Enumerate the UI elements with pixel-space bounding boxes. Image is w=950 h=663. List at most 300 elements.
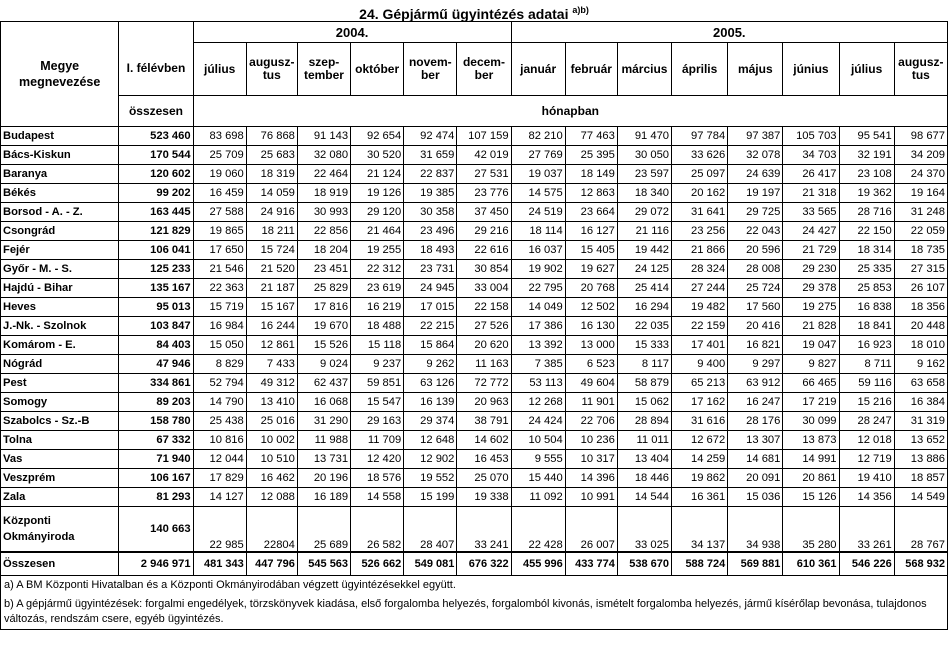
county-name: Szabolcs - Sz.-B xyxy=(1,412,119,431)
monthly-value: 63 912 xyxy=(728,374,783,393)
monthly-value: 15 333 xyxy=(617,336,671,355)
county-name: Bács-Kiskun xyxy=(1,146,119,165)
monthly-value: 29 374 xyxy=(404,412,457,431)
monthly-value: 23 108 xyxy=(839,165,894,184)
monthly-value: 32 191 xyxy=(839,146,894,165)
half-year-total: 523 460 xyxy=(119,127,193,146)
monthly-value: 77 463 xyxy=(565,127,617,146)
table-row xyxy=(1,203,948,222)
month-header-part: tus xyxy=(262,68,281,82)
total-sub-header: összesen xyxy=(119,96,193,127)
monthly-value: 15 126 xyxy=(783,488,839,507)
monthly-value: 20 768 xyxy=(565,279,617,298)
monthly-value: 24 519 xyxy=(511,203,565,222)
month-header xyxy=(457,43,511,96)
monthly-value: 19 865 xyxy=(193,222,246,241)
monthly-value: 10 816 xyxy=(193,431,246,450)
monthly-value: 65 213 xyxy=(672,374,728,393)
monthly-value: 28 716 xyxy=(839,203,894,222)
monthly-value: 13 731 xyxy=(297,450,350,469)
half-year-total: 121 829 xyxy=(119,222,193,241)
monthly-value: 23 619 xyxy=(351,279,404,298)
monthly-value: 15 864 xyxy=(404,336,457,355)
monthly-value: 29 230 xyxy=(783,260,839,279)
monthly-value: 12 719 xyxy=(839,450,894,469)
monthly-value: 17 829 xyxy=(193,469,246,488)
monthly-value: 22 706 xyxy=(565,412,617,431)
monthly-value: 10 002 xyxy=(246,431,297,450)
half-year-total: 334 861 xyxy=(119,374,193,393)
monthly-value: 19 275 xyxy=(783,298,839,317)
monthly-value: 19 037 xyxy=(511,165,565,184)
monthly-value: 30 520 xyxy=(351,146,404,165)
monthly-value: 16 361 xyxy=(672,488,728,507)
table-row xyxy=(1,488,948,507)
monthly-value: 14 681 xyxy=(728,450,783,469)
table-row xyxy=(1,469,948,488)
monthly-value: 34 938 xyxy=(728,507,783,553)
monthly-value: 66 465 xyxy=(783,374,839,393)
monthly-value: 15 440 xyxy=(511,469,565,488)
monthly-value: 29 725 xyxy=(728,203,783,222)
monthly-value: 7 433 xyxy=(246,355,297,374)
monthly-value: 14 575 xyxy=(511,184,565,203)
monthly-value: 25 070 xyxy=(457,469,511,488)
monthly-value: 21 828 xyxy=(783,317,839,336)
half-year-total: 71 940 xyxy=(119,450,193,469)
monthly-value: 83 698 xyxy=(193,127,246,146)
monthly-value: 25 016 xyxy=(246,412,297,431)
table-row xyxy=(1,374,948,393)
title-text: 24. Gépjármű ügyintézés adatai xyxy=(359,6,569,22)
monthly-value: 14 558 xyxy=(351,488,404,507)
monthly-value: 19 552 xyxy=(404,469,457,488)
monthly-value: 28 008 xyxy=(728,260,783,279)
monthly-value: 12 268 xyxy=(511,393,565,412)
month-header-part: ber xyxy=(474,68,494,82)
monthly-value: 63 658 xyxy=(894,374,947,393)
monthly-value: 18 314 xyxy=(839,241,894,260)
monthly-value: 16 453 xyxy=(457,450,511,469)
monthly-value: 18 576 xyxy=(351,469,404,488)
year-2004-header: 2004. xyxy=(193,22,511,43)
monthly-value: 19 255 xyxy=(351,241,404,260)
monthly-value: 12 502 xyxy=(565,298,617,317)
monthly-value: 33 004 xyxy=(457,279,511,298)
county-name: Vas xyxy=(1,450,119,469)
monthly-value: 16 139 xyxy=(404,393,457,412)
monthly-value: 9 237 xyxy=(351,355,404,374)
county-name: Pest xyxy=(1,374,119,393)
half-year-total: 158 780 xyxy=(119,412,193,431)
table-row xyxy=(1,298,948,317)
monthly-value: 92 474 xyxy=(404,127,457,146)
monthly-value: 28 894 xyxy=(617,412,671,431)
monthly-value: 24 125 xyxy=(617,260,671,279)
monthly-value: 22 043 xyxy=(728,222,783,241)
monthly-value: 16 462 xyxy=(246,469,297,488)
monthly-value: 49 604 xyxy=(565,374,617,393)
monthly-value: 28 767 xyxy=(894,507,947,553)
monthly-value: 9 262 xyxy=(404,355,457,374)
monthly-value: 21 124 xyxy=(351,165,404,184)
monthly-value: 546 226 xyxy=(839,552,894,576)
monthly-value: 14 549 xyxy=(894,488,947,507)
monthly-value: 20 448 xyxy=(894,317,947,336)
monthly-value: 21 116 xyxy=(617,222,671,241)
monthly-value: 21 318 xyxy=(783,184,839,203)
monthly-value: 19 862 xyxy=(672,469,728,488)
table-row xyxy=(1,127,948,146)
monthly-value: 18 919 xyxy=(297,184,350,203)
monthly-value: 16 838 xyxy=(839,298,894,317)
monthly-value: 53 113 xyxy=(511,374,565,393)
half-year-total: 84 403 xyxy=(119,336,193,355)
monthly-value: 31 641 xyxy=(672,203,728,222)
monthly-value: 9 400 xyxy=(672,355,728,374)
monthly-value: 13 652 xyxy=(894,431,947,450)
monthly-value: 481 343 xyxy=(193,552,246,576)
title-footnote-mark: a)b) xyxy=(572,5,589,15)
monthly-value: 13 392 xyxy=(511,336,565,355)
monthly-value: 26 007 xyxy=(565,507,617,553)
monthly-value: 82 210 xyxy=(511,127,565,146)
monthly-value: 11 011 xyxy=(617,431,671,450)
month-header: október xyxy=(351,43,404,96)
monthly-value: 19 060 xyxy=(193,165,246,184)
monthly-value: 9 024 xyxy=(297,355,350,374)
monthly-value: 20 196 xyxy=(297,469,350,488)
monthly-value: 13 873 xyxy=(783,431,839,450)
monthly-value: 33 565 xyxy=(783,203,839,222)
monthly-value: 98 677 xyxy=(894,127,947,146)
monthly-value: 7 385 xyxy=(511,355,565,374)
monthly-value: 30 993 xyxy=(297,203,350,222)
monthly-value: 27 531 xyxy=(457,165,511,184)
monthly-value: 22 464 xyxy=(297,165,350,184)
monthly-value: 11 092 xyxy=(511,488,565,507)
monthly-value: 29 163 xyxy=(351,412,404,431)
monthly-value: 568 932 xyxy=(894,552,947,576)
monthly-value: 10 317 xyxy=(565,450,617,469)
monthly-value: 22 985 xyxy=(193,507,246,553)
monthly-value: 17 162 xyxy=(672,393,728,412)
monthly-value: 15 050 xyxy=(193,336,246,355)
monthly-value: 15 547 xyxy=(351,393,404,412)
half-year-total: 106 167 xyxy=(119,469,193,488)
monthly-value: 31 659 xyxy=(404,146,457,165)
monthly-value: 31 319 xyxy=(894,412,947,431)
monthly-value: 24 424 xyxy=(511,412,565,431)
year-2005-header: 2005. xyxy=(511,22,947,43)
monthly-value: 14 790 xyxy=(193,393,246,412)
monthly-value: 16 068 xyxy=(297,393,350,412)
month-header: március xyxy=(617,43,671,96)
table-row xyxy=(1,146,948,165)
monthly-value: 588 724 xyxy=(672,552,728,576)
monthly-value: 105 703 xyxy=(783,127,839,146)
monthly-value: 18 114 xyxy=(511,222,565,241)
monthly-value: 29 120 xyxy=(351,203,404,222)
monthly-value: 28 247 xyxy=(839,412,894,431)
monthly-value: 19 627 xyxy=(565,260,617,279)
table-row xyxy=(1,412,948,431)
month-header xyxy=(894,43,947,96)
monthly-value: 107 159 xyxy=(457,127,511,146)
half-year-total: 135 167 xyxy=(119,279,193,298)
monthly-value: 25 689 xyxy=(297,507,350,553)
monthly-value: 16 821 xyxy=(728,336,783,355)
monthly-value: 16 130 xyxy=(565,317,617,336)
year-header-row xyxy=(1,22,948,43)
footnote-b: b) A gépjármű ügyintézések: forgalmi engedélyek, törzskönyvek kiadása, első forgalomba helyezés, forgalomból kivonás, ismételt forgalomba helyezés, jármű kísérőlap bevonása, tulajdonos változás, rendszám csere, egyéb ügyintézés. xyxy=(0,595,948,630)
monthly-value: 17 015 xyxy=(404,298,457,317)
monthly-value: 31 616 xyxy=(672,412,728,431)
monthly-value: 18 488 xyxy=(351,317,404,336)
table-row xyxy=(1,507,948,553)
monthly-value: 526 662 xyxy=(351,552,404,576)
monthly-value: 26 582 xyxy=(351,507,404,553)
month-header: május xyxy=(728,43,783,96)
county-name: Összesen xyxy=(1,552,119,576)
monthly-value: 22 428 xyxy=(511,507,565,553)
monthly-value: 15 062 xyxy=(617,393,671,412)
table-row xyxy=(1,393,948,412)
half-year-total: 140 663 xyxy=(119,507,193,553)
monthly-value: 24 945 xyxy=(404,279,457,298)
monthly-value: 29 216 xyxy=(457,222,511,241)
table-body xyxy=(1,127,948,576)
monthly-value: 92 654 xyxy=(351,127,404,146)
total-column-header: I. félévben xyxy=(119,43,193,96)
monthly-value: 19 482 xyxy=(672,298,728,317)
monthly-value: 26 417 xyxy=(783,165,839,184)
monthly-value: 9 297 xyxy=(728,355,783,374)
monthly-value: 22 312 xyxy=(351,260,404,279)
table-row xyxy=(1,222,948,241)
monthly-value: 549 081 xyxy=(404,552,457,576)
table-row xyxy=(1,260,948,279)
monthly-value: 16 984 xyxy=(193,317,246,336)
table-row xyxy=(1,184,948,203)
month-header xyxy=(246,43,297,96)
monthly-value: 29 378 xyxy=(783,279,839,298)
monthly-value: 58 879 xyxy=(617,374,671,393)
monthly-value: 29 072 xyxy=(617,203,671,222)
monthly-value: 17 386 xyxy=(511,317,565,336)
half-year-total: 2 946 971 xyxy=(119,552,193,576)
monthly-value: 27 315 xyxy=(894,260,947,279)
monthly-value: 12 018 xyxy=(839,431,894,450)
monthly-value: 27 526 xyxy=(457,317,511,336)
county-name: Fejér xyxy=(1,241,119,260)
vehicle-admin-table xyxy=(0,21,948,576)
monthly-value: 12 044 xyxy=(193,450,246,469)
monthly-value: 12 648 xyxy=(404,431,457,450)
half-year-total: 99 202 xyxy=(119,184,193,203)
monthly-value: 16 244 xyxy=(246,317,297,336)
monthly-value: 22 150 xyxy=(839,222,894,241)
half-year-total: 89 203 xyxy=(119,393,193,412)
monthly-value: 97 784 xyxy=(672,127,728,146)
monthly-value: 21 546 xyxy=(193,260,246,279)
monthly-value: 19 902 xyxy=(511,260,565,279)
monthly-value: 22 159 xyxy=(672,317,728,336)
county-column-header: Megye megnevezése xyxy=(1,22,119,127)
monthly-value: 25 709 xyxy=(193,146,246,165)
month-header-part: tember xyxy=(303,68,344,82)
monthly-value: 34 209 xyxy=(894,146,947,165)
monthly-value: 20 620 xyxy=(457,336,511,355)
monthly-value: 16 459 xyxy=(193,184,246,203)
monthly-value: 25 438 xyxy=(193,412,246,431)
monthly-value: 9 827 xyxy=(783,355,839,374)
monthly-value: 20 416 xyxy=(728,317,783,336)
monthly-value: 14 544 xyxy=(617,488,671,507)
monthly-value: 14 127 xyxy=(193,488,246,507)
monthly-value: 25 097 xyxy=(672,165,728,184)
monthly-value: 59 851 xyxy=(351,374,404,393)
monthly-value: 30 099 xyxy=(783,412,839,431)
monthly-value: 21 729 xyxy=(783,241,839,260)
monthly-value: 42 019 xyxy=(457,146,511,165)
monthly-value: 15 405 xyxy=(565,241,617,260)
monthly-value: 22 158 xyxy=(457,298,511,317)
monthly-value: 12 902 xyxy=(404,450,457,469)
monthly-value: 22 059 xyxy=(894,222,947,241)
monthly-value: 27 769 xyxy=(511,146,565,165)
monthly-value: 23 776 xyxy=(457,184,511,203)
monthly-value: 19 362 xyxy=(839,184,894,203)
monthly-value: 11 901 xyxy=(565,393,617,412)
half-year-total: 47 946 xyxy=(119,355,193,374)
month-header: június xyxy=(783,43,839,96)
monthly-value: 19 670 xyxy=(297,317,350,336)
monthly-value: 25 395 xyxy=(565,146,617,165)
monthly-value: 33 025 xyxy=(617,507,671,553)
monthly-value: 18 356 xyxy=(894,298,947,317)
monthly-value: 610 361 xyxy=(783,552,839,576)
monthly-value: 25 683 xyxy=(246,146,297,165)
monthly-value: 22 795 xyxy=(511,279,565,298)
monthly-value: 22804 xyxy=(246,507,297,553)
monthly-value: 16 294 xyxy=(617,298,671,317)
monthly-value: 18 204 xyxy=(297,241,350,260)
monthly-value: 21 520 xyxy=(246,260,297,279)
monthly-value: 14 396 xyxy=(565,469,617,488)
monthly-value: 63 126 xyxy=(404,374,457,393)
monthly-value: 15 167 xyxy=(246,298,297,317)
monthly-value: 23 664 xyxy=(565,203,617,222)
monthly-value: 25 724 xyxy=(728,279,783,298)
monthly-value: 8 117 xyxy=(617,355,671,374)
monthly-value: 14 356 xyxy=(839,488,894,507)
monthly-value: 10 991 xyxy=(565,488,617,507)
monthly-value: 18 319 xyxy=(246,165,297,184)
month-header xyxy=(404,43,457,96)
monthly-value: 10 510 xyxy=(246,450,297,469)
monthly-value: 72 772 xyxy=(457,374,511,393)
monthly-value: 28 176 xyxy=(728,412,783,431)
monthly-value: 16 923 xyxy=(839,336,894,355)
half-year-total: 163 445 xyxy=(119,203,193,222)
monthly-value: 15 216 xyxy=(839,393,894,412)
month-header: április xyxy=(672,43,728,96)
monthly-value: 38 791 xyxy=(457,412,511,431)
monthly-value: 11 163 xyxy=(457,355,511,374)
month-header: február xyxy=(565,43,617,96)
monthly-value: 18 493 xyxy=(404,241,457,260)
monthly-value: 28 324 xyxy=(672,260,728,279)
monthly-value: 17 560 xyxy=(728,298,783,317)
monthly-value: 24 370 xyxy=(894,165,947,184)
monthly-value: 18 446 xyxy=(617,469,671,488)
monthly-value: 14 059 xyxy=(246,184,297,203)
monthly-value: 18 857 xyxy=(894,469,947,488)
table-row xyxy=(1,552,948,576)
monthly-value: 569 881 xyxy=(728,552,783,576)
monthly-value: 20 596 xyxy=(728,241,783,260)
monthly-value: 21 464 xyxy=(351,222,404,241)
county-name: Baranya xyxy=(1,165,119,184)
monthly-value: 59 116 xyxy=(839,374,894,393)
monthly-value: 35 280 xyxy=(783,507,839,553)
monthly-value: 11 709 xyxy=(351,431,404,450)
half-year-total: 103 847 xyxy=(119,317,193,336)
county-name: Somogy xyxy=(1,393,119,412)
county-name: Csongrád xyxy=(1,222,119,241)
month-header: január xyxy=(511,43,565,96)
county-name: Borsod - A. - Z. xyxy=(1,203,119,222)
table-row xyxy=(1,431,948,450)
county-name: Békés xyxy=(1,184,119,203)
monthly-value: 13 404 xyxy=(617,450,671,469)
monthly-value: 16 219 xyxy=(351,298,404,317)
monthly-value: 20 091 xyxy=(728,469,783,488)
monthly-value: 33 626 xyxy=(672,146,728,165)
table-row xyxy=(1,355,948,374)
county-name: Komárom - E. xyxy=(1,336,119,355)
half-year-total: 81 293 xyxy=(119,488,193,507)
monthly-value: 19 410 xyxy=(839,469,894,488)
monthly-value: 20 162 xyxy=(672,184,728,203)
monthly-value: 16 384 xyxy=(894,393,947,412)
monthly-value: 31 248 xyxy=(894,203,947,222)
table-row xyxy=(1,336,948,355)
table-row xyxy=(1,279,948,298)
monthly-value: 12 420 xyxy=(351,450,404,469)
monthly-value: 97 387 xyxy=(728,127,783,146)
monthly-value: 19 164 xyxy=(894,184,947,203)
monthly-value: 12 863 xyxy=(565,184,617,203)
monthly-value: 25 853 xyxy=(839,279,894,298)
monthly-value: 62 437 xyxy=(297,374,350,393)
half-year-total: 67 332 xyxy=(119,431,193,450)
monthly-value: 14 602 xyxy=(457,431,511,450)
monthly-value: 32 080 xyxy=(297,146,350,165)
monthly-value: 455 996 xyxy=(511,552,565,576)
monthly-value: 447 796 xyxy=(246,552,297,576)
monthly-value: 14 991 xyxy=(783,450,839,469)
monthly-value: 17 816 xyxy=(297,298,350,317)
monthly-value: 15 118 xyxy=(351,336,404,355)
table-row xyxy=(1,450,948,469)
monthly-value: 18 340 xyxy=(617,184,671,203)
monthly-value: 6 523 xyxy=(565,355,617,374)
month-header-part: novem- xyxy=(408,55,452,69)
monthly-value: 22 616 xyxy=(457,241,511,260)
monthly-value: 20 963 xyxy=(457,393,511,412)
